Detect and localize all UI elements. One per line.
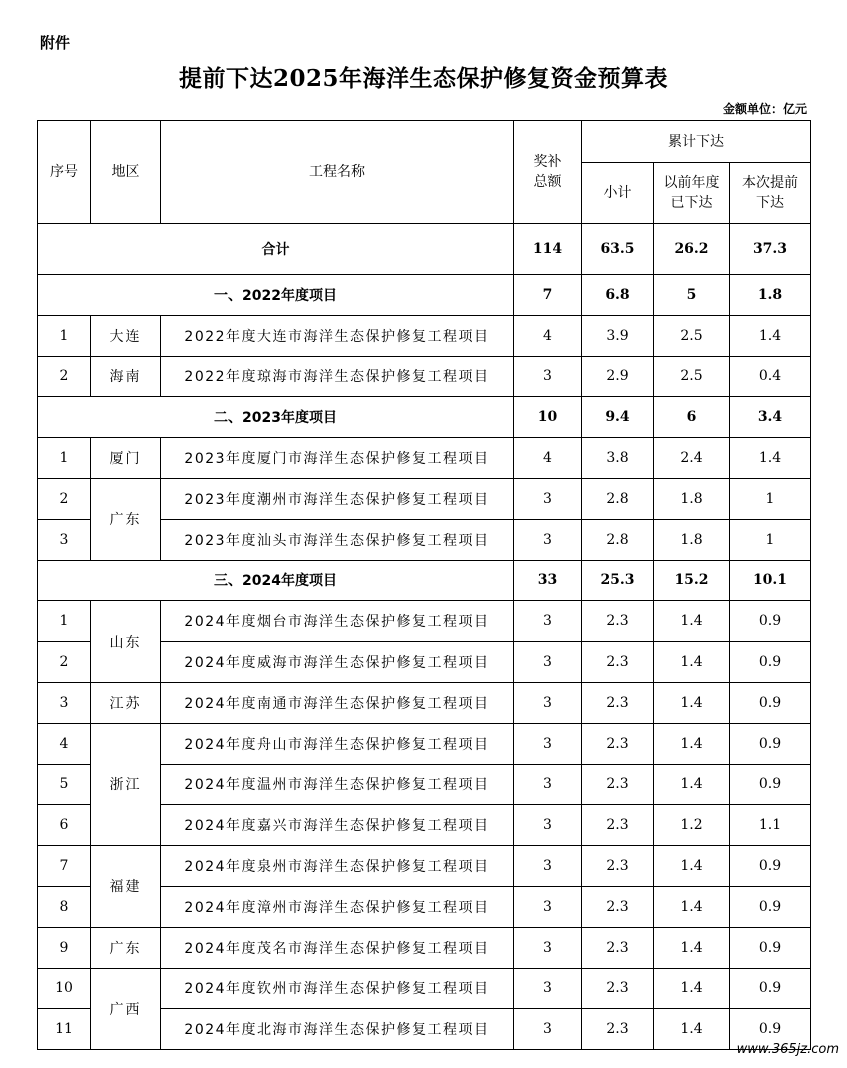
row-project: 2024年度钦州市海洋生态保护修复工程项目	[161, 968, 514, 1009]
row-region: 大连	[91, 315, 161, 356]
row-total: 3	[514, 519, 582, 560]
row-current: 0.9	[730, 601, 811, 642]
row-total: 3	[514, 356, 582, 397]
row-previous: 2.5	[654, 356, 730, 397]
row-total: 4	[514, 438, 582, 479]
section-previous: 6	[654, 397, 730, 438]
row-region: 广东	[91, 927, 161, 968]
row-project: 2024年度泉州市海洋生态保护修复工程项目	[161, 846, 514, 887]
section-label: 三、2024年度项目	[38, 560, 514, 601]
row-previous: 1.4	[654, 846, 730, 887]
row-seq: 1	[38, 438, 91, 479]
section-total: 10	[514, 397, 582, 438]
row-total: 3	[514, 805, 582, 846]
table-row	[38, 846, 811, 887]
grand-total-subtotal: 63.5	[582, 224, 654, 275]
table-row	[38, 356, 811, 397]
table-row	[38, 723, 811, 764]
row-seq: 11	[38, 1009, 91, 1050]
section-subtotal: 9.4	[582, 397, 654, 438]
row-region: 江苏	[91, 682, 161, 723]
row-project: 2022年度大连市海洋生态保护修复工程项目	[161, 315, 514, 356]
row-project: 2024年度南通市海洋生态保护修复工程项目	[161, 682, 514, 723]
row-subtotal: 2.3	[582, 927, 654, 968]
row-previous: 1.8	[654, 519, 730, 560]
row-project: 2024年度威海市海洋生态保护修复工程项目	[161, 642, 514, 683]
row-region: 浙江	[91, 723, 161, 845]
row-seq: 7	[38, 846, 91, 887]
table-row	[38, 682, 811, 723]
table-row	[38, 438, 811, 479]
row-subtotal: 2.3	[582, 1009, 654, 1050]
row-seq: 5	[38, 764, 91, 805]
row-seq: 2	[38, 478, 91, 519]
section-current: 1.8	[730, 275, 811, 316]
table-row	[38, 927, 811, 968]
row-project: 2023年度汕头市海洋生态保护修复工程项目	[161, 519, 514, 560]
section-row	[38, 560, 811, 601]
table-row	[38, 315, 811, 356]
section-row	[38, 397, 811, 438]
row-total: 3	[514, 478, 582, 519]
section-current: 10.1	[730, 560, 811, 601]
row-previous: 1.4	[654, 886, 730, 927]
row-subtotal: 2.3	[582, 886, 654, 927]
section-previous: 15.2	[654, 560, 730, 601]
header-row-1	[38, 121, 811, 163]
row-total: 3	[514, 764, 582, 805]
row-previous: 1.4	[654, 601, 730, 642]
row-project: 2022年度琼海市海洋生态保护修复工程项目	[161, 356, 514, 397]
grand-total-row	[38, 224, 811, 275]
header-cumulative: 累计下达	[582, 121, 811, 163]
row-subtotal: 2.3	[582, 968, 654, 1009]
row-current: 0.9	[730, 927, 811, 968]
row-seq: 3	[38, 682, 91, 723]
row-project: 2024年度烟台市海洋生态保护修复工程项目	[161, 601, 514, 642]
section-total: 33	[514, 560, 582, 601]
row-current: 0.9	[730, 846, 811, 887]
row-current: 1.4	[730, 438, 811, 479]
section-label: 一、2022年度项目	[38, 275, 514, 316]
section-label: 二、2023年度项目	[38, 397, 514, 438]
row-total: 3	[514, 723, 582, 764]
row-project: 2024年度嘉兴市海洋生态保护修复工程项目	[161, 805, 514, 846]
table-row	[38, 478, 811, 519]
row-subtotal: 2.8	[582, 519, 654, 560]
row-subtotal: 2.3	[582, 805, 654, 846]
row-total: 3	[514, 1009, 582, 1050]
row-total: 3	[514, 886, 582, 927]
row-region: 厦门	[91, 438, 161, 479]
row-previous: 1.8	[654, 478, 730, 519]
budget-table	[37, 120, 811, 1050]
row-previous: 1.4	[654, 927, 730, 968]
row-seq: 8	[38, 886, 91, 927]
row-project: 2024年度舟山市海洋生态保护修复工程项目	[161, 723, 514, 764]
row-current: 1.4	[730, 315, 811, 356]
header-total-subsidy: 奖补 总额	[514, 121, 582, 224]
row-subtotal: 3.8	[582, 438, 654, 479]
row-seq: 1	[38, 315, 91, 356]
grand-total-amount: 114	[514, 224, 582, 275]
section-previous: 5	[654, 275, 730, 316]
row-current: 1.1	[730, 805, 811, 846]
grand-total-label: 合计	[38, 224, 514, 275]
watermark: www.365jz.com	[736, 1042, 839, 1057]
row-previous: 1.2	[654, 805, 730, 846]
row-subtotal: 2.3	[582, 601, 654, 642]
row-previous: 1.4	[654, 968, 730, 1009]
header-region: 地区	[91, 121, 161, 224]
row-previous: 2.5	[654, 315, 730, 356]
header-previous-years: 以前年度 已下达	[654, 163, 730, 224]
row-region: 福建	[91, 846, 161, 928]
grand-total-current: 37.3	[730, 224, 811, 275]
row-project: 2024年度漳州市海洋生态保护修复工程项目	[161, 886, 514, 927]
row-current: 0.9	[730, 968, 811, 1009]
row-total: 3	[514, 927, 582, 968]
row-subtotal: 2.3	[582, 764, 654, 805]
section-subtotal: 6.8	[582, 275, 654, 316]
row-previous: 1.4	[654, 682, 730, 723]
table-row	[38, 601, 811, 642]
header-project: 工程名称	[161, 121, 514, 224]
row-project: 2024年度茂名市海洋生态保护修复工程项目	[161, 927, 514, 968]
row-current: 1	[730, 519, 811, 560]
row-current: 0.4	[730, 356, 811, 397]
row-seq: 10	[38, 968, 91, 1009]
unit-note: 金额单位：亿元	[722, 102, 807, 116]
row-subtotal: 2.3	[582, 642, 654, 683]
grand-total-previous: 26.2	[654, 224, 730, 275]
table-row	[38, 968, 811, 1009]
row-current: 0.9	[730, 723, 811, 764]
row-previous: 2.4	[654, 438, 730, 479]
row-total: 3	[514, 968, 582, 1009]
row-current: 0.9	[730, 682, 811, 723]
section-current: 3.4	[730, 397, 811, 438]
row-seq: 6	[38, 805, 91, 846]
header-seq: 序号	[38, 121, 91, 224]
row-current: 1	[730, 478, 811, 519]
section-total: 7	[514, 275, 582, 316]
attachment-label: 附件	[40, 34, 71, 52]
row-previous: 1.4	[654, 1009, 730, 1050]
row-subtotal: 2.3	[582, 682, 654, 723]
row-region: 山东	[91, 601, 161, 683]
row-current: 0.9	[730, 764, 811, 805]
row-previous: 1.4	[654, 723, 730, 764]
row-subtotal: 2.9	[582, 356, 654, 397]
row-subtotal: 2.3	[582, 846, 654, 887]
header-subtotal: 小计	[582, 163, 654, 224]
row-region: 海南	[91, 356, 161, 397]
row-project: 2024年度温州市海洋生态保护修复工程项目	[161, 764, 514, 805]
row-region: 广东	[91, 478, 161, 560]
row-project: 2023年度厦门市海洋生态保护修复工程项目	[161, 438, 514, 479]
row-seq: 2	[38, 356, 91, 397]
row-seq: 3	[38, 519, 91, 560]
row-seq: 4	[38, 723, 91, 764]
row-project: 2024年度北海市海洋生态保护修复工程项目	[161, 1009, 514, 1050]
page-title: 提前下达2025年海洋生态保护修复资金预算表	[178, 65, 668, 92]
section-subtotal: 25.3	[582, 560, 654, 601]
row-seq: 9	[38, 927, 91, 968]
row-subtotal: 3.9	[582, 315, 654, 356]
row-subtotal: 2.3	[582, 723, 654, 764]
row-previous: 1.4	[654, 642, 730, 683]
row-current: 0.9	[730, 886, 811, 927]
row-current: 0.9	[730, 642, 811, 683]
section-row	[38, 275, 811, 316]
row-previous: 1.4	[654, 764, 730, 805]
row-total: 3	[514, 642, 582, 683]
row-seq: 1	[38, 601, 91, 642]
row-subtotal: 2.8	[582, 478, 654, 519]
row-seq: 2	[38, 642, 91, 683]
row-total: 3	[514, 601, 582, 642]
row-current: 0.9	[730, 1009, 811, 1050]
row-total: 3	[514, 682, 582, 723]
row-total: 3	[514, 846, 582, 887]
row-total: 4	[514, 315, 582, 356]
row-region: 广西	[91, 968, 161, 1050]
row-project: 2023年度潮州市海洋生态保护修复工程项目	[161, 478, 514, 519]
header-this-advance: 本次提前 下达	[730, 163, 811, 224]
